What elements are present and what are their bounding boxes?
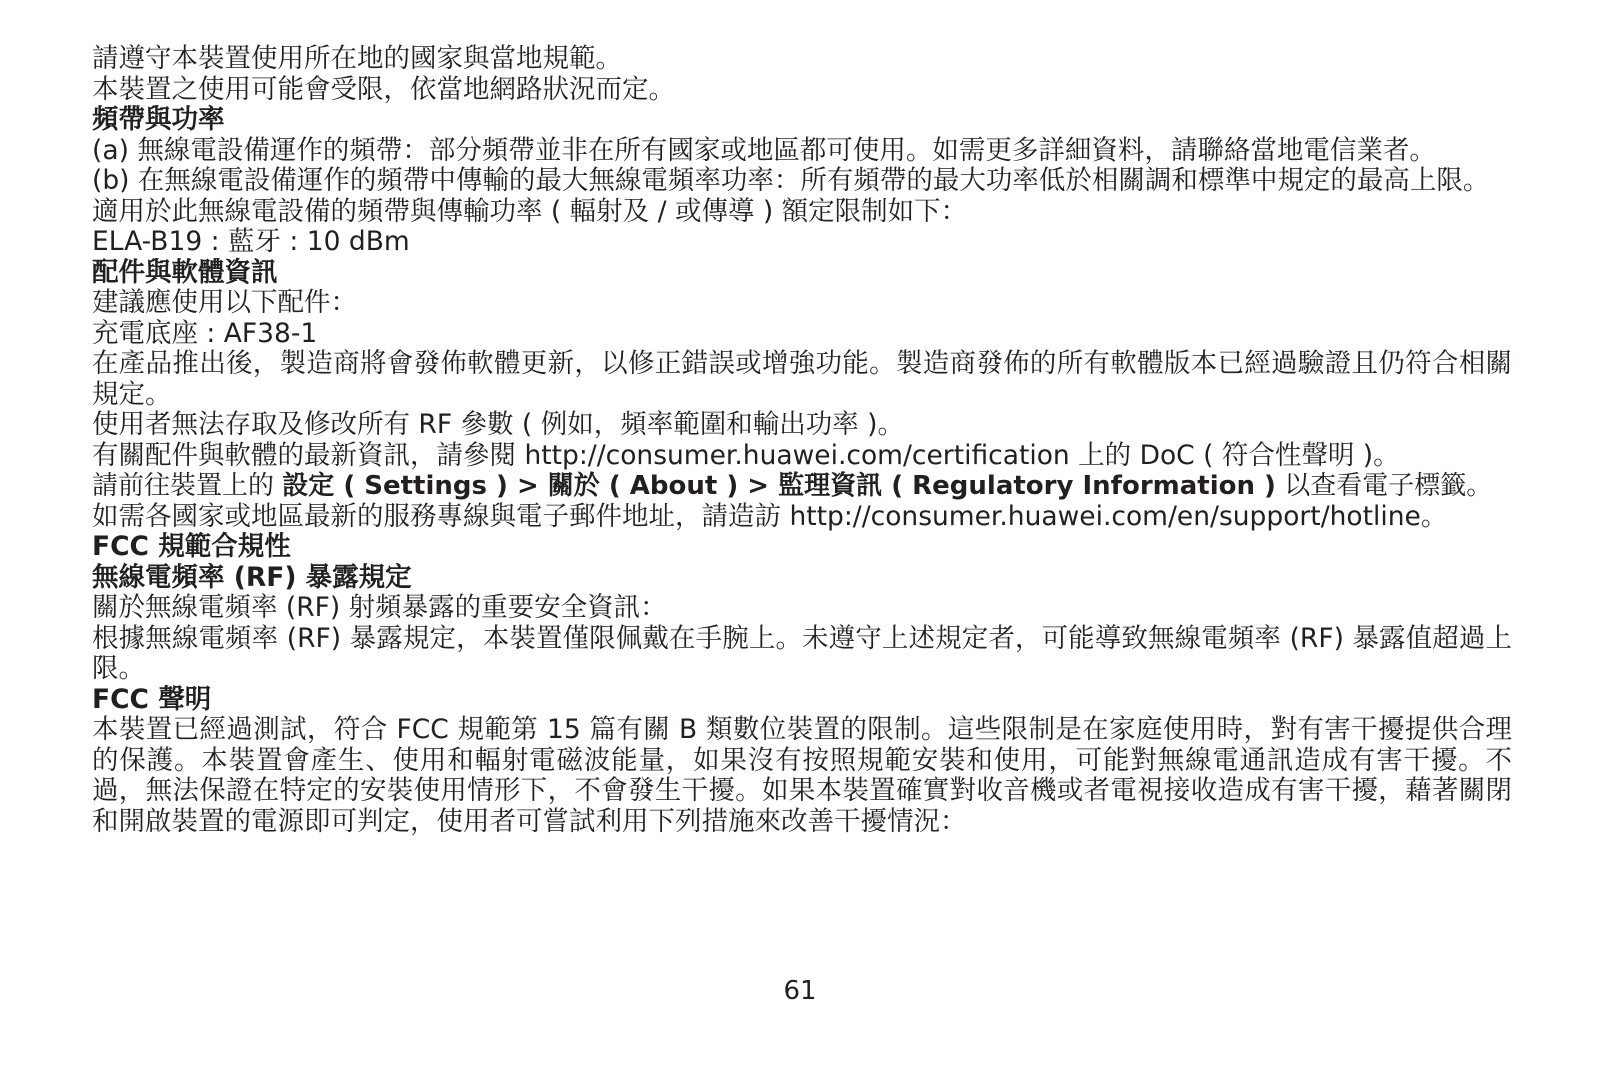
paragraph-rf-parameters: 使用者無法存取及修改所有 RF 參數 ( 例如，頻率範圍和輸出功率 )。 bbox=[92, 409, 904, 440]
paragraph-rf-exposure-rule: 根據無線電頻率 (RF) 暴露規定，本裝置僅限佩戴在手腕上。未遵守上述規定者，可能導致無線電頻率 (RF) 暴露值超過上限。 bbox=[92, 622, 1512, 684]
paragraph-band-a: (a) 無線電設備運作的頻帶：部分頻帶並非在所有國家或地區都可使用。如需更多詳細資料，請聯絡當地電信業者。 bbox=[92, 134, 1436, 166]
paragraph-usage-restriction: 本裝置之使用可能會受限，依當地網路狀況而定。 bbox=[92, 73, 675, 105]
e-label-suffix: 以查看電子標籤。 bbox=[1275, 471, 1493, 501]
paragraph-comply-regulations: 請遵守本裝置使用所在地的國家與當地規範。 bbox=[92, 43, 622, 74]
paragraph-e-label-path bbox=[92, 471, 1512, 502]
paragraph-hotline bbox=[92, 502, 1512, 533]
paragraph-model-bluetooth-power: ELA-B19 : 藍牙 : 10 dBm bbox=[92, 226, 410, 257]
document-page bbox=[92, 44, 1512, 837]
e-label-prefix: 請前往裝置上的 bbox=[92, 471, 283, 501]
paragraph-power-limits: 適用於此無線電設備的頻帶與傳輸功率 ( 輻射及 / 或傳導 ) 額定限制如下： bbox=[92, 195, 968, 227]
hotline-text: 如需各國家或地區最新的服務專線與電子郵件地址，請造訪 bbox=[92, 500, 790, 532]
heading-rf-exposure: 無線電頻率 (RF) 暴露規定 bbox=[92, 561, 412, 593]
certification-link[interactable]: http://consumer.huawei.com/certification bbox=[524, 439, 1070, 471]
paragraph-charging-dock: 充電底座 : AF38-1 bbox=[92, 317, 318, 349]
heading-band-and-power: 頻帶與功率 bbox=[92, 104, 225, 135]
paragraph-fcc-statement-body: 本裝置已經過測試，符合 FCC 規範第 15 篇有關 B 類數位裝置的限制。這些限制是在家庭使用時，對有害干擾提供合理的保護。本裝置會產生、使用和輻射電磁波能量，如果沒有按照規範安裝和使用，可能對無線電通訊造成有害干擾。不過，無法保證在特定的安裝使用情形下，不會發生干擾。如果本裝置確實對收音機或者電視接收造成有害干擾，藉著關閉和開啟裝置的電源即可判定，使用者可嘗試利用下列措施來改善干擾情況： bbox=[92, 714, 1512, 837]
hotline-link[interactable]: http://consumer.huawei.com/en/support/hotline bbox=[789, 500, 1421, 532]
paragraph-software-update: 在產品推出後，製造商將會發佈軟體更新，以修正錯誤或增強功能。製造商發佈的所有軟體版本已經過驗證且仍符合相關規定。 bbox=[92, 348, 1512, 410]
paragraph-rf-safety-info: 關於無線電頻率 (RF) 射頻暴露的重要安全資訊： bbox=[92, 592, 667, 623]
settings-menu-path: 設定 ( Settings ) > 關於 ( About ) > 監理資訊 ( Regulatory Information ) bbox=[282, 471, 1276, 501]
heading-fcc-statement: FCC 聲明 bbox=[92, 683, 212, 715]
latest-info-suffix: 上的 DoC ( 符合性聲明 )。 bbox=[1069, 439, 1400, 471]
heading-accessory-software: 配件與軟體資訊 bbox=[92, 256, 278, 288]
paragraph-suggested-accessories: 建議應使用以下配件： bbox=[92, 287, 357, 318]
heading-fcc-compliance: FCC 規範合規性 bbox=[92, 531, 291, 562]
latest-info-text: 有關配件與軟體的最新資訊，請參閱 bbox=[92, 439, 525, 471]
hotline-suffix: 。 bbox=[1420, 500, 1448, 532]
page-number: 61 bbox=[783, 976, 817, 1006]
paragraph-latest-info bbox=[92, 441, 1512, 472]
paragraph-band-b: (b) 在無線電設備運作的頻帶中傳輸的最大無線電頻率功率：所有頻帶的最大功率低於相關調和標準中規定的最高上限。 bbox=[92, 165, 1490, 196]
